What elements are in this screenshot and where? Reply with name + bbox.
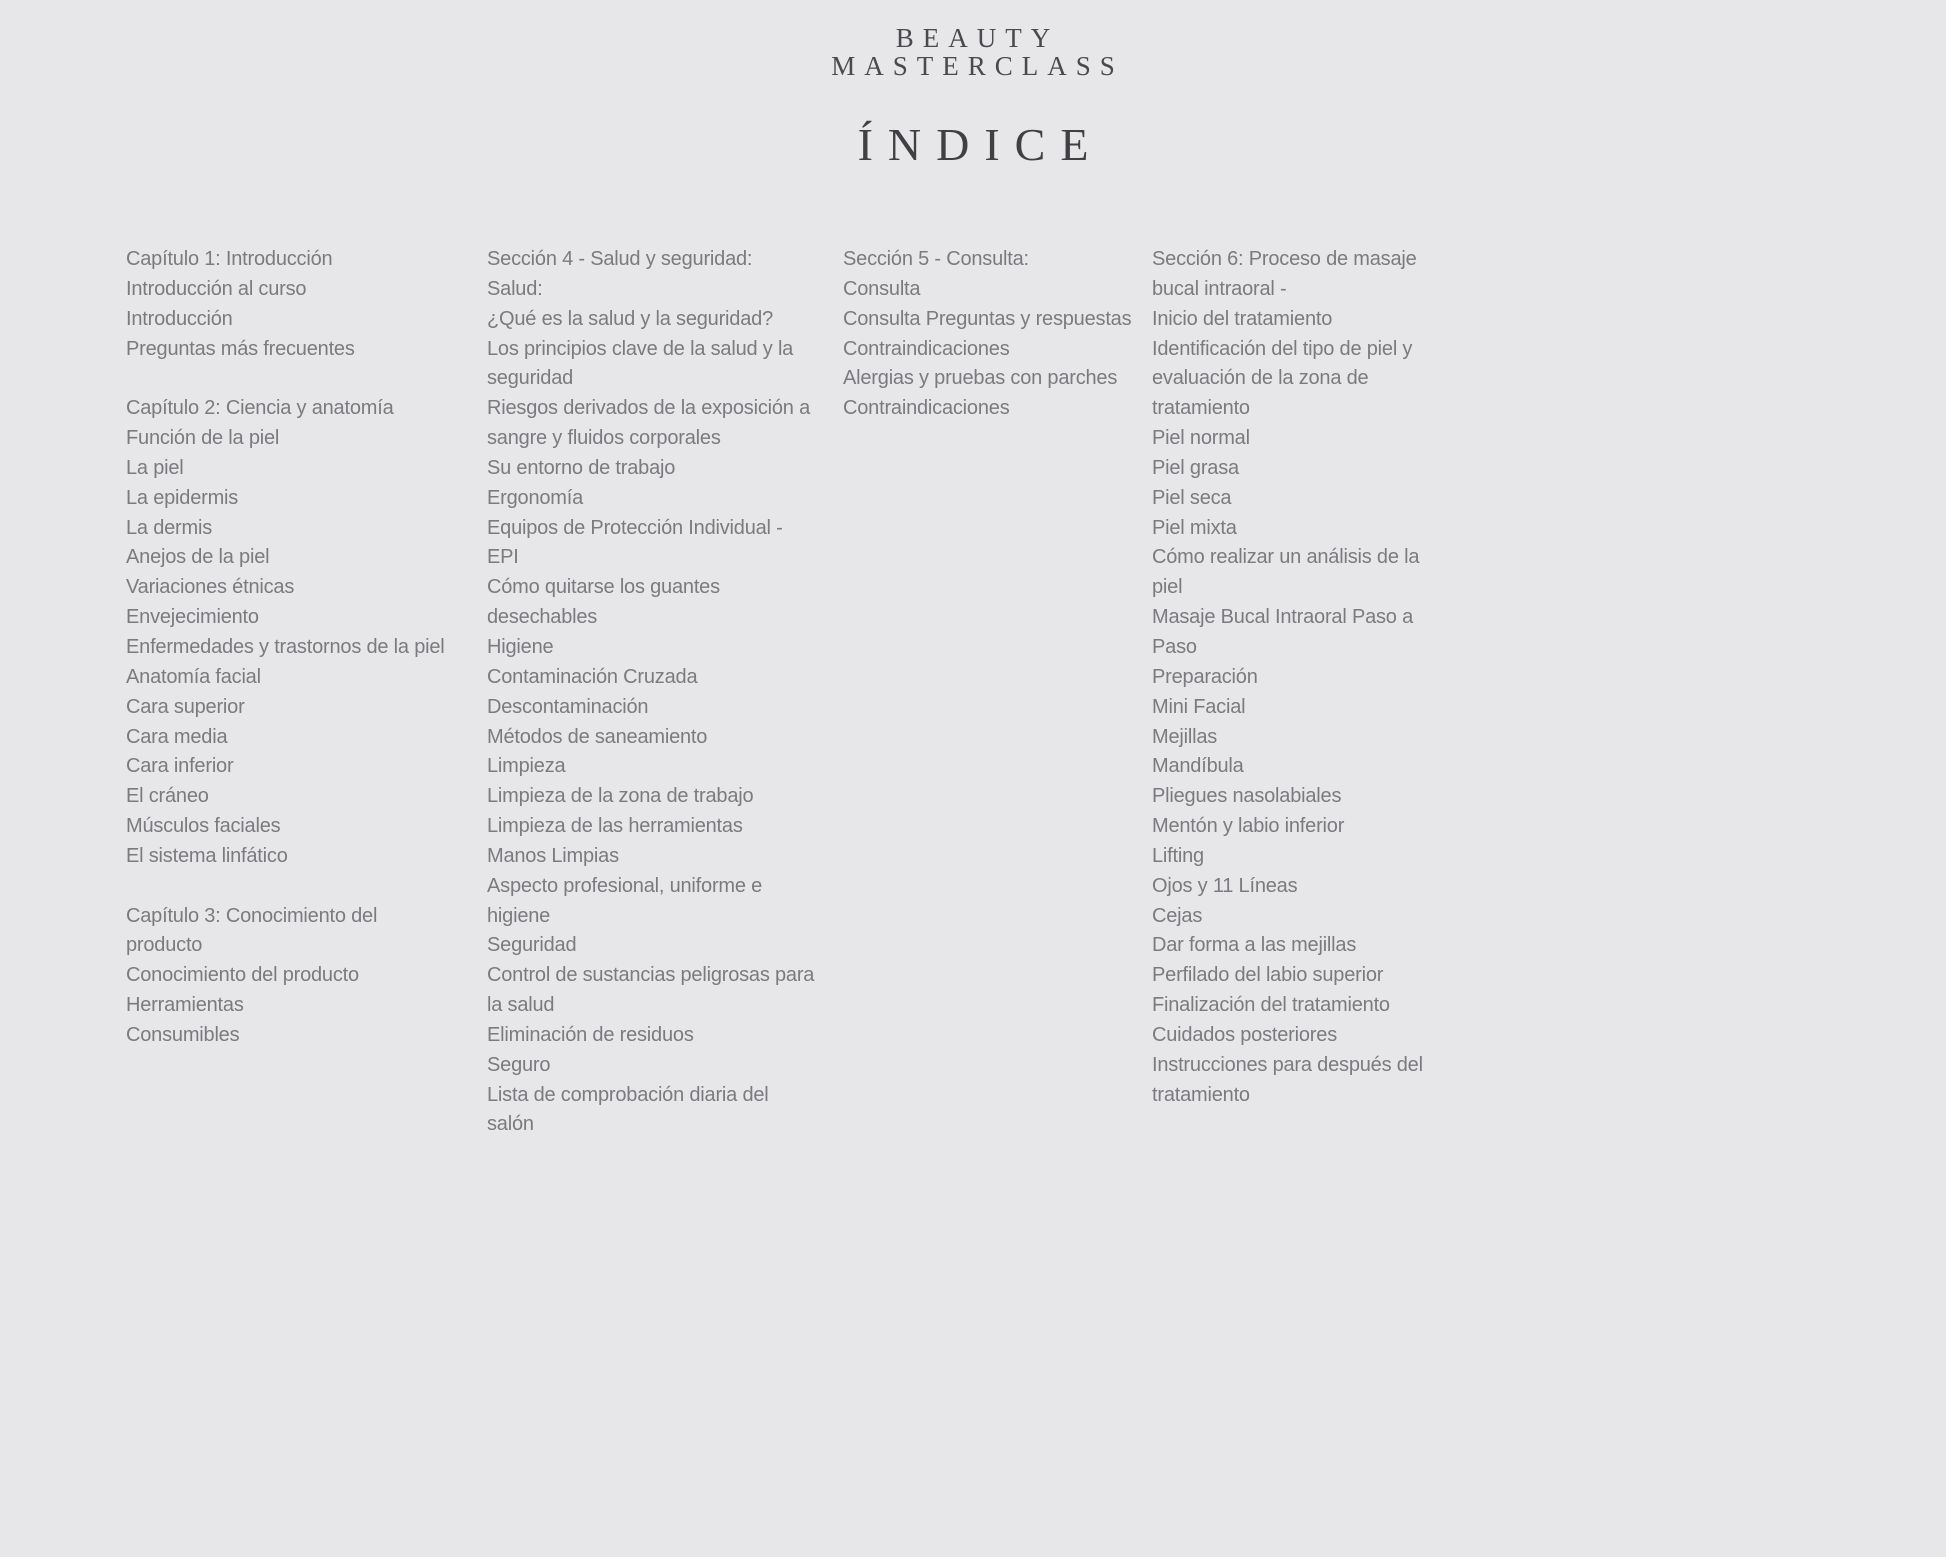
toc-line: desechables	[487, 606, 598, 629]
toc-line: Ergonomía	[487, 486, 584, 509]
toc-line: ¿Qué es la salud y la seguridad?	[487, 307, 773, 330]
toc-line: Mejillas	[1152, 725, 1218, 748]
toc-line: Cuidados posteriores	[1152, 1023, 1337, 1046]
toc-line: Contaminación Cruzada	[487, 665, 698, 688]
toc-line: higiene	[487, 904, 551, 927]
toc-line: El sistema linfático	[126, 844, 288, 867]
toc-column-4	[1152, 245, 1423, 1110]
toc-line: Limpieza de las herramientas	[487, 815, 743, 838]
toc-line: Descontaminación	[487, 695, 649, 718]
toc-line: Limpieza	[487, 755, 566, 778]
toc-column-3	[843, 245, 1131, 424]
brand-line-1: BEAUTY	[895, 23, 1060, 53]
toc-line: Piel mixta	[1152, 516, 1237, 539]
toc-line: Conocimiento del producto	[126, 964, 359, 987]
toc-line: Cómo realizar un análisis de la	[1152, 546, 1420, 569]
toc-line: Paso	[1152, 635, 1197, 658]
page-title: ÍNDICE	[857, 119, 1104, 170]
toc-line: La epidermis	[126, 486, 239, 509]
toc-line: seguridad	[487, 367, 574, 390]
brand-line-2: MASTERCLASS	[831, 51, 1124, 81]
toc-line: Seguridad	[487, 934, 577, 957]
toc-line: Variaciones étnicas	[126, 576, 295, 599]
toc-line: Contraindicaciones	[843, 397, 1010, 420]
toc-line: Aspecto profesional, uniforme e	[487, 874, 763, 897]
toc-line: Función de la piel	[126, 427, 280, 450]
toc-group-section-6	[1152, 245, 1423, 1110]
toc-line: Instrucciones para después del	[1152, 1053, 1423, 1076]
toc-heading-line: Capítulo 2: Ciencia y anatomía	[126, 397, 394, 420]
toc-line: Herramientas	[126, 994, 244, 1017]
toc-line: Perfilado del labio superior	[1152, 964, 1384, 987]
toc-line: Cejas	[1152, 904, 1203, 927]
toc-line: El cráneo	[126, 785, 209, 808]
toc-heading-line: producto	[126, 934, 203, 957]
toc-heading-line: Capítulo 3: Conocimiento del	[126, 904, 378, 927]
toc-line: Lista de comprobación diaria del	[487, 1083, 769, 1106]
toc-line: Dar forma a las mejillas	[1152, 934, 1357, 957]
toc-line: sangre y fluidos corporales	[487, 427, 721, 450]
toc-line: Introducción al curso	[126, 277, 307, 300]
toc-line: Identificación del tipo de piel y	[1152, 337, 1413, 360]
toc-line: Riesgos derivados de la exposición a	[487, 397, 810, 420]
toc-line: La dermis	[126, 516, 213, 539]
toc-line: Cómo quitarse los guantes	[487, 576, 720, 599]
toc-line: Limpieza de la zona de trabajo	[487, 785, 754, 808]
toc-line: Introducción	[126, 307, 233, 330]
toc-line: Alergias y pruebas con parches	[843, 367, 1118, 390]
toc-line: tratamiento	[1152, 1083, 1250, 1106]
toc-line: Inicio del tratamiento	[1152, 307, 1333, 330]
toc-heading-line: bucal intraoral -	[1152, 277, 1287, 300]
toc-line: Contraindicaciones	[843, 337, 1010, 360]
toc-line: Mandíbula	[1152, 755, 1244, 778]
toc-line: salón	[487, 1113, 534, 1136]
toc-line: Mentón y labio inferior	[1152, 815, 1345, 838]
toc-line: Músculos faciales	[126, 815, 281, 838]
toc-group-chapter-1	[126, 245, 445, 364]
toc-line: Control de sustancias peligrosas para	[487, 964, 815, 987]
toc-group-chapter-2	[126, 394, 445, 872]
toc-line: Preguntas más frecuentes	[126, 337, 355, 360]
toc-line: Consumibles	[126, 1023, 240, 1046]
toc-heading-line: Sección 5 - Consulta:	[843, 248, 1029, 270]
toc-line: Seguro	[487, 1053, 551, 1076]
toc-line: Enfermedades y trastornos de la piel	[126, 635, 445, 658]
brand-header	[0, 24, 1946, 80]
toc-heading-line: Capítulo 1: Introducción	[126, 248, 333, 270]
toc-line: Cara media	[126, 725, 228, 748]
toc-line: tratamiento	[1152, 397, 1250, 420]
toc-heading-line: Sección 4 - Salud y seguridad:	[487, 248, 753, 270]
toc-line: Envejecimiento	[126, 606, 259, 629]
toc-group-chapter-3	[126, 902, 445, 1051]
toc-line: Cara superior	[126, 695, 245, 718]
toc-line: La piel	[126, 456, 184, 479]
toc-line: Ojos y 11 Líneas	[1152, 874, 1298, 897]
toc-line: Anatomía facial	[126, 665, 261, 688]
toc-group-section-4	[487, 245, 814, 1140]
toc-line: Los principios clave de la salud y la	[487, 337, 794, 360]
toc-line: Pliegues nasolabiales	[1152, 785, 1342, 808]
toc-line: Anejos de la piel	[126, 546, 270, 569]
toc-line: la salud	[487, 994, 555, 1017]
toc-heading-line: Sección 6: Proceso de masaje	[1152, 248, 1417, 270]
toc-column-2	[487, 245, 814, 1140]
toc-line: Finalización del tratamiento	[1152, 994, 1390, 1017]
toc-line: Consulta Preguntas y respuestas	[843, 307, 1132, 330]
toc-line: Consulta	[843, 277, 921, 300]
toc-line: Piel normal	[1152, 427, 1250, 450]
toc-line: Preparación	[1152, 665, 1258, 688]
toc-line: Su entorno de trabajo	[487, 456, 676, 479]
toc-group-section-5	[843, 245, 1131, 424]
toc-line: Eliminación de residuos	[487, 1023, 694, 1046]
toc-line: Piel seca	[1152, 486, 1232, 509]
toc-line: Métodos de saneamiento	[487, 725, 708, 748]
toc-line: Piel grasa	[1152, 456, 1239, 479]
toc-line: Salud:	[487, 277, 543, 300]
toc-line: piel	[1152, 576, 1183, 599]
toc-column-1	[126, 245, 445, 1051]
toc-line: Higiene	[487, 635, 554, 658]
toc-line: evaluación de la zona de	[1152, 367, 1369, 390]
toc-line: Equipos de Protección Individual -	[487, 516, 783, 539]
toc-line: Mini Facial	[1152, 695, 1246, 718]
toc-line: Cara inferior	[126, 755, 234, 778]
toc-line: Masaje Bucal Intraoral Paso a	[1152, 606, 1414, 629]
toc-line: Lifting	[1152, 844, 1204, 867]
toc-line: Manos Limpias	[487, 844, 619, 867]
toc-line: EPI	[487, 546, 519, 569]
